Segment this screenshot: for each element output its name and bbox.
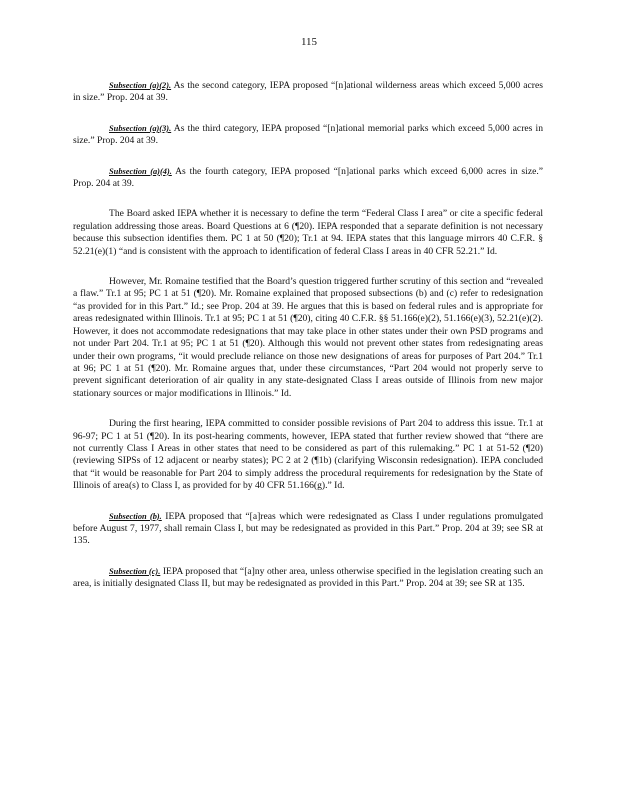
paragraph-text: IEPA proposed that “[a]ny other area, unless otherwise specified in the legislation creating such an area, is initially designated Class II, but may be redesignated as provided in this Part.” Prop. 204 at 39; see SR at 135. — [73, 565, 543, 590]
paragraph-subsection-c — [73, 566, 543, 591]
paragraph-text: The Board asked IEPA whether it is necessary to define the term “Federal Class I area” or cite a specific federal regulation addressing those areas. Board Questions at 6 (¶20). IEPA responded that a separate definition is not necessary because this subsection identifies them. PC 1 at 50 (¶20); Tr.1 at 94. IEPA states that this language mirrors 40 C.F.R. § 52.21(e)(1) “and is consistent with the approach to identification of federal Class I areas in 40 CFR 52.21.” Id. — [73, 208, 543, 257]
paragraph-subsection-a4 — [73, 166, 543, 191]
paragraph-board-question — [73, 208, 543, 258]
subsection-heading: Subsection (b). — [109, 511, 162, 521]
paragraph-subsection-a3 — [73, 123, 543, 148]
paragraph-subsection-a2 — [73, 80, 543, 105]
paragraph-text: As the third category, IEPA proposed “[n]ational memorial parks which exceed 5,000 acres in size.” Prop. 204 at 39. — [73, 122, 543, 147]
paragraph-first-hearing — [73, 418, 543, 492]
page-number: 115 — [300, 36, 318, 48]
paragraph-subsection-b — [73, 511, 543, 548]
subsection-heading: Subsection (a)(3). — [109, 123, 172, 133]
paragraph-romaine-testimony — [73, 276, 543, 400]
subsection-heading: Subsection (c). — [109, 566, 161, 576]
paragraph-text: As the second category, IEPA proposed “[n]ational wilderness areas which exceed 5,000 acres in size.” Prop. 204 at 39. — [73, 80, 543, 104]
subsection-heading: Subsection (a)(2). — [109, 81, 172, 90]
paragraph-text: As the fourth category, IEPA proposed “[n]ational parks which exceed 6,000 acres in size.” Prop. 204 at 39. — [73, 165, 543, 190]
paragraph-text: IEPA proposed that “[a]reas which were redesignated as Class I under regulations promulgated before August 7, 1977, shall remain Class I, but may be redesignated as provided in this Part.” Prop. 204 at 39; see SR at 135. — [73, 510, 543, 547]
subsection-heading: Subsection (a)(4). — [109, 166, 172, 176]
paragraph-text: During the first hearing, IEPA committed to consider possible revisions of Part 204 to address this issue. Tr.1 at 96-97; PC 1 at 51 (¶20). In its post-hearing comments, however, IEPA stated that further review showed that “there are not currently Class I Areas in other states that need to be considered as part of this rulemaking.” PC 1 at 51-52 (¶20) (reviewing SIPSs of 12 adjacent or nearby states); PC 2 at 2 (¶1b) (clarifying Wisconsin redesignation). IEPA concluded that “it would be reasonable for Part 204 to simply address the procedural requirements for redesignation by the State of Illinois of area(s) to Class I, as provided for by 40 CFR 51.166(g).” Id. — [73, 418, 543, 492]
paragraph-text: However, Mr. Romaine testified that the Board’s question triggered further scrutiny of this section and “revealed a flaw.” Tr.1 at 95; PC 1 at 51 (¶20). Mr. Romaine explained that proposed subsections (b) and (c) refer to redesignation “as provided for in this Part.” Id.; see Prop. 204 at 39. He argues that this is based on federal rules and is appropriate for areas redesignated within Illinois. Tr.1 at 95; PC 1 at 51 (¶20), citing 40 C.F.R. §§ 51.166(e)(2), 51.166(e)(3), 52.21(e)(2). However, it does not accommodate redesignations that may take place in other states under their own PSD programs and not under Part 204. Tr.1 at 95; PC 1 at 51 (¶20). Although this would not prevent other states from redesignating areas under their own programs, “it would preclude reliance on those new designations of areas for purposes of Part 204.” Tr.1 at 96; PC 1 at 51 (¶20). Mr. Romaine argues that, under these circumstances, “Part 204 would not properly serve to prevent significant deterioration of air quality in any state-designated Class I areas outside of Illinois from new major stationary sources or major modifications in Illinois.” Id. — [73, 276, 543, 399]
document-body — [73, 80, 543, 609]
